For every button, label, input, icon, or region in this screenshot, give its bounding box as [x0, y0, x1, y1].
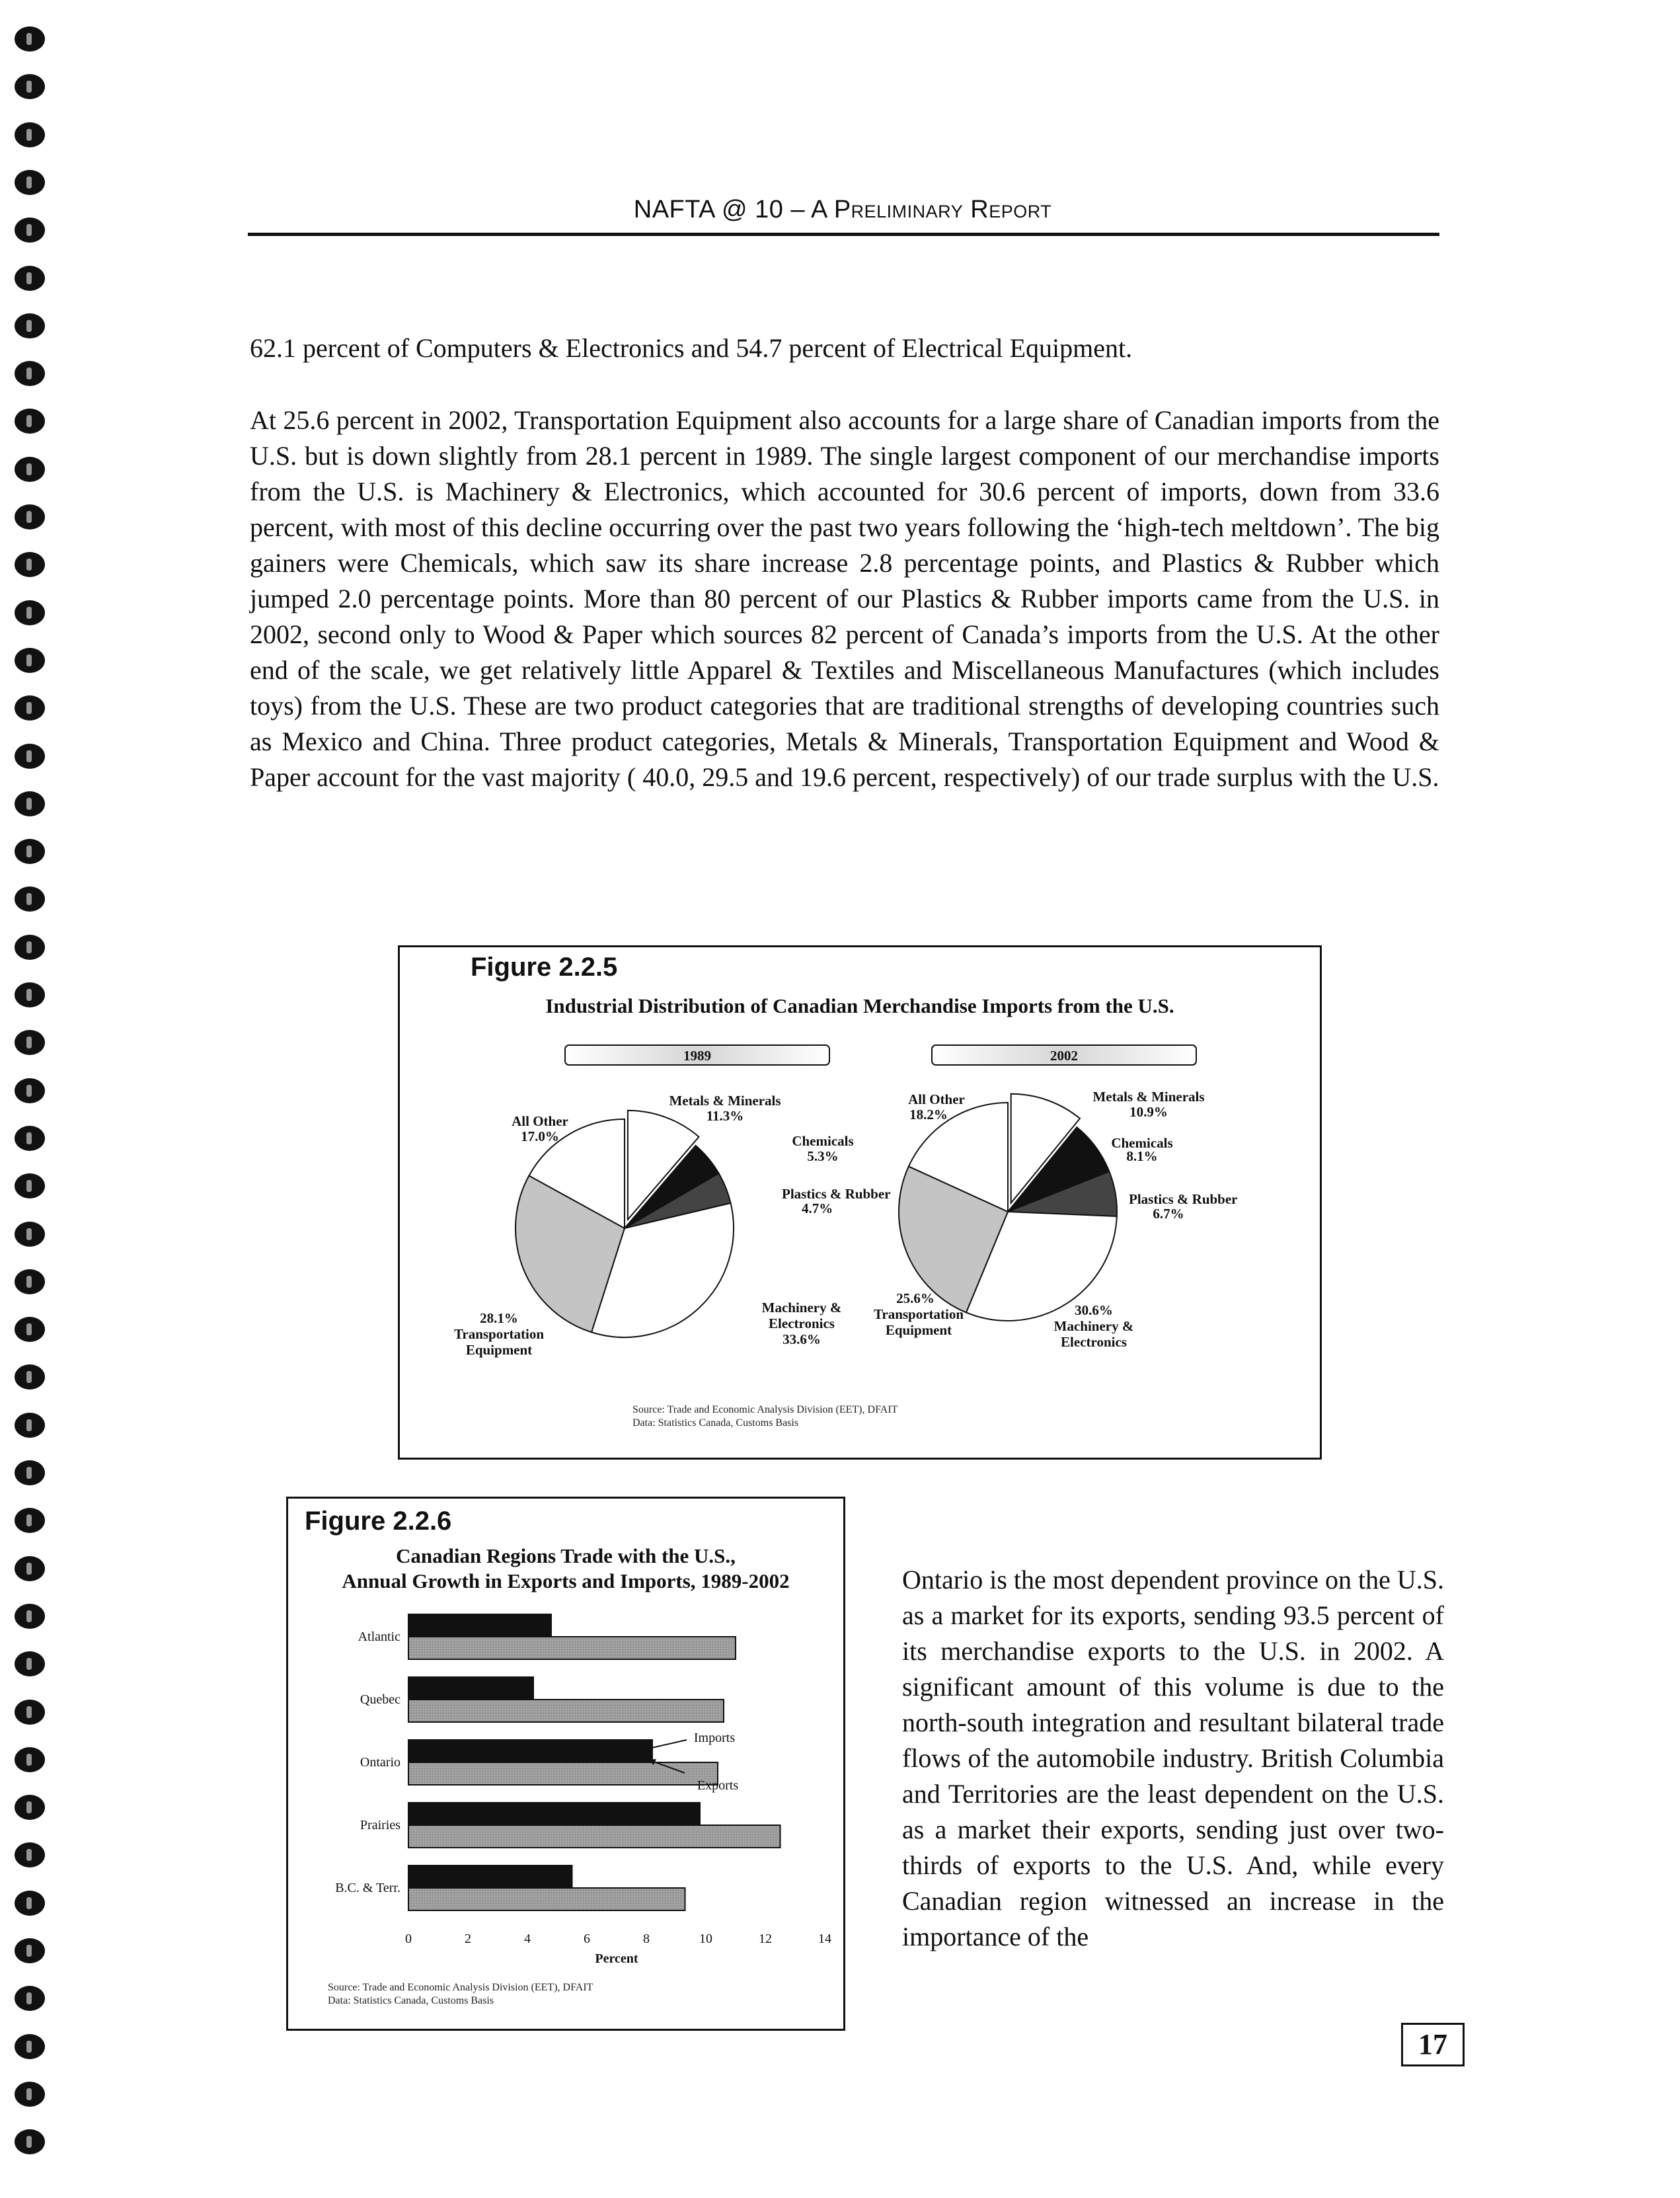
binding-hole [15, 839, 45, 864]
label-1989-transport-name-2: Equipment [465, 1342, 533, 1358]
binding-hole [15, 1795, 45, 1820]
binding-hole [15, 886, 45, 912]
binding-hole [15, 982, 45, 1007]
binding-hole [15, 1269, 45, 1294]
paragraph-3: Ontario is the most dependent province on the U.S. as a market for its exports, sending 93.5 percent of its merchandise exports to the U.S. in 2002. A significant amount of this volume is due to the north-south integration and resultant bilateral trade flows of the automobile industry. British Columbia and Territories are the least dependent on the U.S. as a market their exports, sending just over two-thirds of exports to the U.S. And, while every Canadian region witnessed an increase in the importance of the [902, 1565, 1444, 1951]
binding-hole [15, 26, 45, 52]
label-1989-transport-value: 28.1% [480, 1310, 518, 1326]
figure-2-2-6 [286, 1497, 845, 2031]
bar-exports [408, 1888, 685, 1910]
label-2002-metals-name: Metals & Minerals [1092, 1089, 1205, 1105]
bar-exports [408, 1825, 781, 1848]
binding-hole [15, 170, 45, 195]
figure-label: Figure 2.2.6 [305, 1507, 452, 1536]
binding-hole [15, 648, 45, 673]
binding-hole [15, 1891, 45, 1916]
pie-2002 [899, 1094, 1117, 1321]
binding-hole [15, 361, 45, 386]
binding-hole [15, 2129, 45, 2154]
figure-source: Source: Trade and Economic Analysis Division (EET), DFAIT [328, 1982, 593, 1993]
x-tick-label: 6 [584, 1932, 590, 1946]
x-tick-label: 12 [759, 1932, 772, 1946]
pie-1989 [515, 1111, 734, 1337]
binding-hole [15, 1508, 45, 1533]
label-1989-allother-name: All Other [512, 1113, 568, 1129]
bar-exports [408, 1637, 736, 1659]
binding-hole [15, 1842, 45, 1867]
label-2002-transport-name-2: Equipment [885, 1322, 952, 1338]
category-label: Atlantic [358, 1629, 401, 1644]
binding-hole [15, 1604, 45, 1629]
label-1989-chemicals-value: 5.3% [807, 1148, 839, 1164]
label-2002-machinery-name-2: Electronics [1061, 1334, 1127, 1350]
binding-hole [15, 1078, 45, 1103]
binding-hole [15, 1651, 45, 1676]
label-2002-chemicals-name: Chemicals [1111, 1135, 1173, 1151]
binding-hole [15, 1030, 45, 1055]
binding-hole [15, 1126, 45, 1151]
x-axis-label: Percent [595, 1951, 638, 1966]
figure-data-note: Data: Statistics Canada, Customs Basis [632, 1417, 799, 1429]
binding-hole [15, 935, 45, 960]
binding-hole [15, 74, 45, 99]
binding-hole [15, 695, 45, 721]
binding-hole [15, 217, 45, 243]
bar-imports [408, 1614, 551, 1637]
label-1989-machinery-name-2: Electronics [769, 1315, 835, 1331]
pie-title-2002: 2002 [1050, 1048, 1078, 1064]
bar-exports [408, 1762, 718, 1785]
x-tick-label: 4 [524, 1932, 531, 1946]
figure-label: Figure 2.2.5 [471, 953, 618, 982]
label-2002-transport-name-1: Transportation [873, 1306, 964, 1322]
binding-hole [15, 1460, 45, 1485]
binding-hole [15, 122, 45, 147]
label-2002-plastics-name: Plastics & Rubber [1129, 1191, 1238, 1207]
label-1989-chemicals-name: Chemicals [792, 1133, 854, 1149]
figure-title-line-2: Annual Growth in Exports and Imports, 1989-2002 [342, 1569, 790, 1592]
label-2002-allother-value: 18.2% [909, 1107, 948, 1122]
legend-imports: Imports [693, 1731, 736, 1745]
category-label: Ontario [360, 1755, 401, 1770]
bar-series [335, 1614, 780, 1910]
label-2002-allother-name: All Other [908, 1091, 965, 1107]
label-1989-plastics-value: 4.7% [802, 1200, 833, 1216]
x-tick-label: 0 [405, 1932, 412, 1946]
label-1989-transport-name-1: Transportation [453, 1326, 545, 1342]
header-rule [248, 233, 1439, 236]
figure-title-line-1: Canadian Regions Trade with the U.S., [396, 1544, 736, 1567]
label-1989-machinery-name-1: Machinery & [761, 1300, 842, 1315]
binding-hole [15, 2082, 45, 2107]
binding-hole [15, 2034, 45, 2059]
legend-exports: Exports [697, 1778, 739, 1793]
binding-hole [15, 1364, 45, 1390]
label-2002-machinery-value: 30.6% [1075, 1302, 1113, 1318]
binding-hole [15, 1317, 45, 1342]
x-tick-label: 14 [818, 1932, 831, 1946]
figure-title: Industrial Distribution of Canadian Merchandise Imports from the U.S. [545, 994, 1174, 1017]
binding-hole [15, 1938, 45, 1963]
binding-hole [15, 744, 45, 769]
label-2002-machinery-name-1: Machinery & [1053, 1318, 1134, 1334]
label-2002-plastics-value: 6.7% [1153, 1206, 1184, 1222]
label-1989-allother-value: 17.0% [521, 1128, 559, 1144]
bar-imports [408, 1803, 700, 1825]
bar-imports [408, 1740, 652, 1762]
binding-hole [15, 313, 45, 338]
binding-hole [15, 1413, 45, 1438]
binding-hole [15, 791, 45, 816]
label-2002-transport-value: 25.6% [896, 1290, 935, 1306]
binding-hole [15, 504, 45, 530]
x-tick-label: 2 [465, 1932, 471, 1946]
category-label: B.C. & Terr. [335, 1881, 401, 1895]
bar-imports [408, 1865, 572, 1888]
binding-hole [15, 1700, 45, 1725]
binding-hole [15, 266, 45, 291]
binding-hole [15, 1556, 45, 1581]
pie-charts [400, 1027, 1320, 1450]
bar-imports [408, 1677, 533, 1700]
label-2002-metals-value: 10.9% [1129, 1104, 1168, 1120]
header-title-prefix: NAFTA @ 10 – A [633, 196, 834, 223]
label-2002-chemicals-value: 8.1% [1126, 1148, 1158, 1164]
header-title-smallcaps: Preliminary Report [833, 196, 1052, 223]
category-label: Quebec [360, 1692, 401, 1707]
paragraph-2: At 25.6 percent in 2002, Transportation Equipment also accounts for a large share of Canadian imports from the U.S. but is down slightly from 28.1 percent in 1989. The single largest component of our merchandise imports from the U.S. is Machinery & Electronics, which accounted for 30.6 percent of imports, down from 33.6 percent, with most of this decline occurring over the past two years following the ‘high-tech meltdown’. The big gainers were Chemicals, which saw its share increase 2.8 percentage points, and Plastics & Rubber which jumped 2.0 percentage points. More than 80 percent of our Plastics & Rubber imports came from the U.S. in 2002, second only to Wood & Paper which sources 82 percent of Canada’s imports from the U.S. At the other end of the scale, we get relatively little Apparel & Textiles and Miscellaneous Manufactures (which includes toys) from the U.S. These are two product categories that are traditional strengths of developing countries such as Mexico and China. Three product categories, Metals & Minerals, Transportation Equipment and Wood & Paper account for the vast majority ( 40.0, 29.5 and 19.6 percent, respectively) of our trade surplus with the U.S. [250, 405, 1439, 792]
label-1989-plastics-name: Plastics & Rubber [782, 1186, 891, 1202]
x-axis-ticks [405, 1932, 831, 1946]
label-1989-machinery-value: 33.6% [783, 1331, 821, 1347]
binding-hole [15, 1222, 45, 1247]
running-header [248, 196, 1437, 224]
page-number: 17 [1401, 2023, 1465, 2066]
figure-data-note: Data: Statistics Canada, Customs Basis [328, 1995, 494, 2006]
label-1989-metals-value: 11.3% [706, 1108, 744, 1124]
category-label: Prairies [360, 1818, 401, 1832]
x-tick-label: 8 [643, 1932, 650, 1946]
bar-chart [288, 1598, 843, 2021]
x-tick-label: 10 [699, 1932, 712, 1946]
binding-hole [15, 552, 45, 577]
figure-source: Source: Trade and Economic Analysis Division (EET), DFAIT [632, 1404, 898, 1415]
binding-hole [15, 600, 45, 625]
binding-hole [15, 1986, 45, 2011]
label-1989-metals-name: Metals & Minerals [669, 1093, 781, 1109]
paragraph-1: 62.1 percent of Computers & Electronics and 54.7 percent of Electrical Equipment. [250, 333, 1133, 363]
binding-hole [15, 1173, 45, 1198]
binding-hole [15, 457, 45, 482]
pie-title-1989: 1989 [683, 1048, 711, 1064]
bar-exports [408, 1700, 724, 1722]
figure-2-2-5 [398, 945, 1322, 1460]
binding-hole [15, 409, 45, 434]
binding-hole [15, 1747, 45, 1772]
